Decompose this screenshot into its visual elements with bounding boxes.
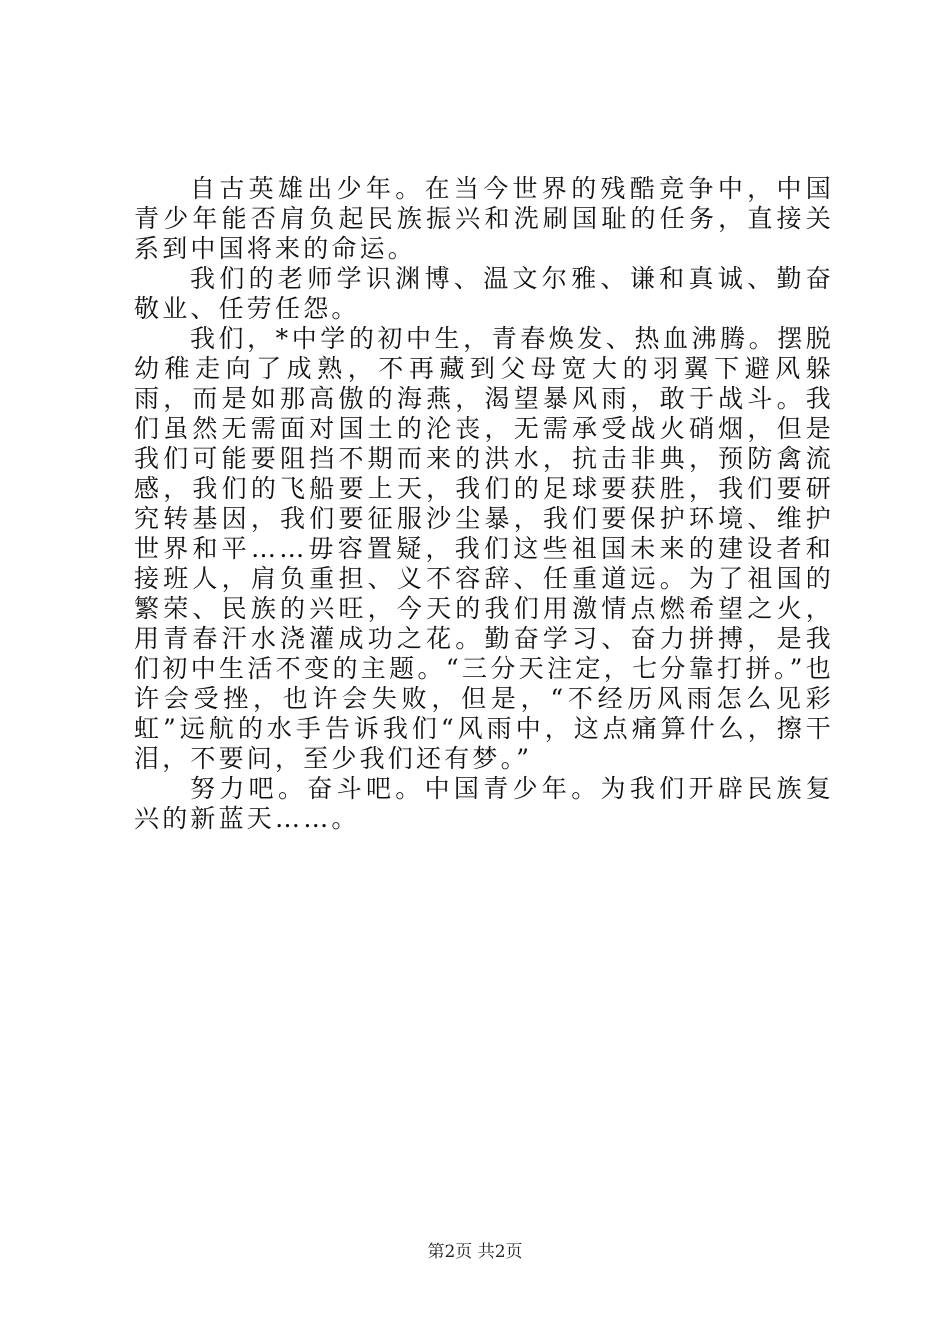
paragraph-closing: 努力吧。奋斗吧。中国青少年。为我们开辟民族复兴的新蓝天……。 bbox=[134, 774, 834, 833]
paragraph-intro: 自古英雄出少年。在当今世界的残酷竞争中，中国青少年能否肩负起民族振兴和洗刷国耻的任务，直接关系到中国将来的命运。 bbox=[134, 174, 834, 263]
paragraph-students: 我们，*中学的初中生，青春焕发、热血沸腾。摆脱幼稚走向了成熟，不再藏到父母宽大的羽翼下避风躲雨，而是如那高傲的海燕，渴望暴风雨，敢于战斗。我们虽然无需面对国土的沦丧，无需承受战火硝烟，但是我们可能要阻挡不期而来的洪水，抗击非典，预防禽流感，我们的飞船要上天，我们的足球要获胜，我们要研究转基因，我们要征服沙尘暴，我们要保护环境、维护世界和平……毋容置疑，我们这些祖国未来的建设者和接班人，肩负重担、义不容辞、任重道远。为了祖国的繁荣、民族的兴旺，今天的我们用激情点燃希望之火，用青春汗水浇灌成功之花。勤奋学习、奋力拼搏，是我们初中生活不变的主题。“三分天注定，七分靠打拼。”也许会受挫，也许会失败，但是，“不经历风雨怎么见彩虹”远航的水手告诉我们“风雨中，这点痛算什么，擦干泪，不要问，至少我们还有梦。” bbox=[134, 324, 834, 773]
document-body bbox=[134, 174, 834, 834]
page-number-footer: 第2页 共2页 bbox=[427, 1242, 523, 1262]
paragraph-teachers: 我们的老师学识渊博、温文尔雅、谦和真诚、勤奋敬业、任劳任怨。 bbox=[134, 264, 834, 323]
